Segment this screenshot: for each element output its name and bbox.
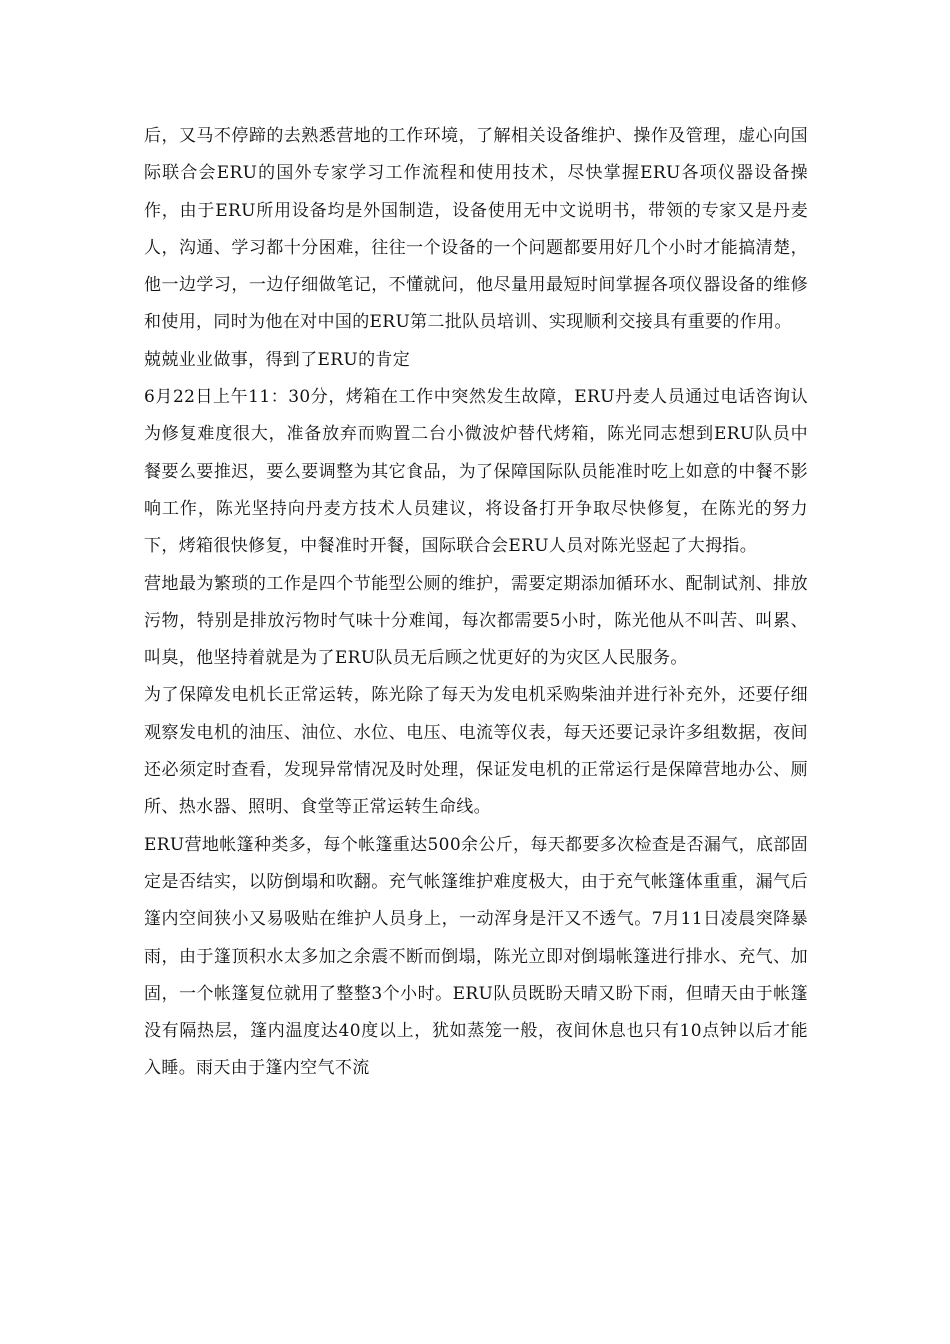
paragraph-continued-learning: 后，又马不停蹄的去熟悉营地的工作环境，了解相关设备维护、操作及管理，虚心向国际联合会ERU的国外专家学习工作流程和使用技术，尽快掌握ERU各项仪器设备操作，由于ERU所用设备均是外国制造，设备使用无中文说明书，带领的专家又是丹麦人，沟通、学习都十分困难，往往一个设备的一个问题都要用好几个小时才能搞清楚，他一边学习，一边仔细做笔记，不懂就问，他尽量用最短时间掌握各项仪器设备的维修和使用，同时为他在对中国的ERU第二批队员培训、实现顺利交接具有重要的作用。 (144, 126, 808, 333)
paragraph-tent-maintenance: ERU营地帐篷种类多，每个帐篷重达500余公斤，每天都要多次检查是否漏气，底部固定是否结实，以防倒塌和吹翻。充气帐篷维护难度极大，由于充气帐篷体重重，漏气后篷内空间狭小又易吸贴在维护人员身上，一动浑身是汗又不透气。7月11日凌晨突降暴雨，由于篷顶积水太多加之余震不断而倒塌，陈光立即对倒塌帐篷进行排水、充气、加固，一个帐篷复位就用了整整3个小时。ERU队员既盼天晴又盼下雨，但晴天由于帐篷没有隔热层，篷内温度达40度以上，犹如蒸笼一般，夜间休息也只有10点钟以后才能入睡。雨天由于篷内空气不流 (144, 834, 808, 1079)
paragraph-generator-maintenance: 为了保障发电机长正常运转，陈光除了每天为发电机采购柴油并进行补充外，还要仔细观察发电机的油压、油位、水位、电压、电流等仪表，每天还要记录许多组数据，夜间还必须定时查看，发现异常情况及时处理，保证发电机的正常运行是保障营地办公、厕所、热水器、照明、食堂等正常运转生命线。 (144, 685, 808, 818)
document-body (144, 118, 808, 1088)
paragraph-oven-repair: 6月22日上午11：30分，烤箱在工作中突然发生故障，ERU丹麦人员通过电话咨询认为修复难度很大，准备放弃而购置二台小微波炉替代烤箱，陈光同志想到ERU队员中餐要么要推迟，要么要调整为其它食品，为了保障国际队员能准时吃上如意的中餐不影响工作，陈光坚持向丹麦方技术人员建议，将设备打开争取尽快修复，在陈光的努力下，烤箱很快修复，中餐准时开餐，国际联合会ERU人员对陈光竖起了大拇指。 (144, 387, 808, 557)
section-heading-eru-recognition: 兢兢业业做事，得到了ERU的肯定 (144, 349, 411, 370)
paragraph-toilet-maintenance: 营地最为繁琐的工作是四个节能型公厕的维护，需要定期添加循环水、配制试剂、排放污物，特别是排放污物时气味十分难闻，每次都需要5小时，陈光他从不叫苦、叫累、叫臭，他坚持着就是为了ERU队员无后顾之忧更好的为灾区人民服务。 (144, 573, 808, 669)
